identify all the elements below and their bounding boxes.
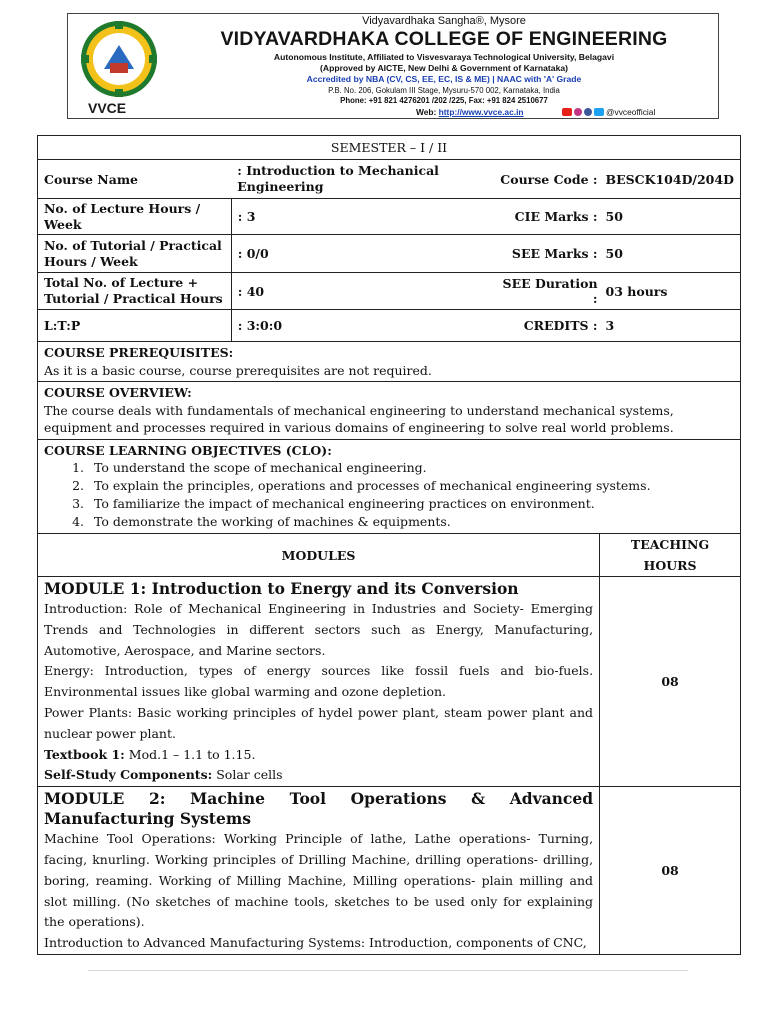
lecture-hours-row [38, 199, 741, 235]
footer-divider [88, 970, 688, 971]
module-1-textbook-label: Textbook 1: [44, 746, 125, 762]
module-1-textbook-value: Mod.1 – 1.1 to 1.15. [128, 746, 256, 762]
course-code-label: Course Code : [490, 160, 599, 199]
module-1-title: MODULE 1: Introduction to Energy and its Conversion [44, 579, 519, 598]
module-2-title: MODULE 2: Machine Tool Operations & Advanced Manufacturing Systems [44, 789, 594, 829]
module-1-selfstudy-value: Solar cells [216, 767, 283, 783]
prerequisites-title: COURSE PREREQUISITES: [44, 345, 234, 360]
ltp-label: L:T:P [38, 310, 232, 342]
objective-item: 4. To demonstrate the working of machines & equipments. [88, 513, 734, 531]
approved-text: (Approved by AICTE, New Delhi & Government of Karnataka) [320, 63, 568, 73]
objective-item: 3. To familiarize the impact of mechanical engineering practices on environment. [88, 495, 734, 513]
credits-value: 3 [600, 310, 741, 342]
college-name: VIDYAVARDHAKA COLLEGE OF ENGINEERING [220, 28, 668, 50]
teaching-hours-heading: TEACHING HOURS [600, 534, 741, 577]
module-1-row [38, 577, 741, 787]
modules-heading: MODULES [38, 534, 600, 577]
sangha-text: Vidyavardhaka Sangha®, Mysore [362, 15, 526, 27]
lecture-hours-value: : 3 [231, 199, 490, 235]
address-text: P.B. No. 206, Gokulam III Stage, Mysuru-570 002, Karnataka, India [328, 86, 560, 95]
accreditation-text: Accredited by NBA (CV, CS, EE, EC, IS & ME) | NAAC with 'A' Grade [306, 74, 582, 84]
autonomous-text: Autonomous Institute, Affiliated to Visvesvaraya Technological University, Belagavi [273, 52, 615, 62]
facebook-icon[interactable] [584, 108, 592, 116]
module-1-hours: 08 [600, 577, 741, 787]
module-2-row [38, 787, 741, 955]
module-2-advanced-mfg: Introduction to Advanced Manufacturing Systems: Introduction, components of CNC, [44, 935, 587, 951]
tutorial-hours-value: : 0/0 [231, 235, 490, 273]
phone-text: Phone: +91 821 4276201 /202 /225, Fax: +91 824 2510677 [340, 96, 548, 105]
tutorial-hours-row [38, 235, 741, 273]
website [416, 107, 524, 117]
prerequisites-row [38, 342, 741, 382]
see-duration-value: 03 hours [600, 273, 741, 310]
module-2-hours: 08 [600, 787, 741, 955]
website-link[interactable]: http://www.vvce.ac.in [438, 107, 524, 117]
objectives-row [38, 439, 741, 534]
see-marks-label: SEE Marks : [490, 235, 599, 273]
cie-marks-value: 50 [600, 199, 741, 235]
overview-title: COURSE OVERVIEW: [44, 385, 192, 400]
total-hours-value: : 40 [231, 273, 490, 310]
ltp-row [38, 310, 741, 342]
see-duration-label: SEE Duration : [490, 273, 599, 310]
lecture-hours-label: No. of Lecture Hours / Week [38, 199, 232, 235]
tutorial-hours-label: No. of Tutorial / Practical Hours / Week [38, 235, 232, 273]
module-1-energy: Energy: Introduction, types of energy sources like fossil fuels and bio-fuels. Environmental issues like global warming and ozone depletion. [44, 663, 594, 700]
cie-marks-label: CIE Marks : [490, 199, 599, 235]
see-marks-value: 50 [600, 235, 741, 273]
syllabus-table [37, 135, 741, 955]
total-hours-row [38, 273, 741, 310]
module-2-machine-tools: Machine Tool Operations: Working Principle of lathe, Lathe operations- Turning, facing, knurling. Working principles of Drilling Machine, drilling operations- drilling, boring, reaming. Working of Milling Machine, Milling operations- plain milling and slot milling. (No sketches of machine tools, sketches to be used only for explaining the operations). [44, 831, 594, 930]
module-1-powerplants: Power Plants: Basic working principles of hydel power plant, steam power plant and nuclear power plant. [44, 704, 594, 741]
module-1-intro: Introduction: Role of Mechanical Engineering in Industries and Society- Emerging Trends and Technologies in different sectors such as Energy, Manufacturing, Automotive, Aerospace, and Marine sectors. [44, 601, 594, 658]
overview-text: The course deals with fundamentals of mechanical engineering to understand mechanical systems, equipment and processes required in various domains of engineering to solve real world problems. [44, 402, 674, 435]
ltp-value: : 3:0:0 [231, 310, 490, 342]
instagram-icon[interactable] [574, 108, 582, 116]
module-1-selfstudy-label: Self-Study Components: [44, 767, 213, 783]
objectives-title: COURSE LEARNING OBJECTIVES (CLO): [44, 442, 332, 458]
twitter-icon[interactable] [594, 108, 604, 116]
course-name-value: : Introduction to Mechanical Engineering [231, 160, 490, 199]
modules-header-row [38, 534, 741, 577]
course-name-row [38, 160, 741, 199]
credits-label: CREDITS : [490, 310, 599, 342]
social-links [562, 107, 655, 117]
logo-text: VVCE [88, 100, 127, 116]
web-label: Web: [416, 107, 437, 117]
semester-heading: SEMESTER – I / II [38, 136, 741, 160]
course-name-label: Course Name [38, 160, 232, 199]
youtube-icon[interactable] [562, 108, 572, 116]
objectives-list [44, 459, 734, 531]
social-handle: @vvceofficial [606, 107, 656, 117]
college-header [67, 13, 719, 119]
objective-item: 2. To explain the principles, operations and processes of mechanical engineering systems. [88, 477, 734, 495]
course-code-value: BESCK104D/204D [600, 160, 741, 199]
overview-row [38, 382, 741, 440]
objective-item: 1. To understand the scope of mechanical engineering. [88, 459, 734, 477]
prerequisites-text: As it is a basic course, course prerequisites are not required. [44, 362, 432, 378]
total-hours-label: Total No. of Lecture + Tutorial / Practical Hours [38, 273, 232, 310]
